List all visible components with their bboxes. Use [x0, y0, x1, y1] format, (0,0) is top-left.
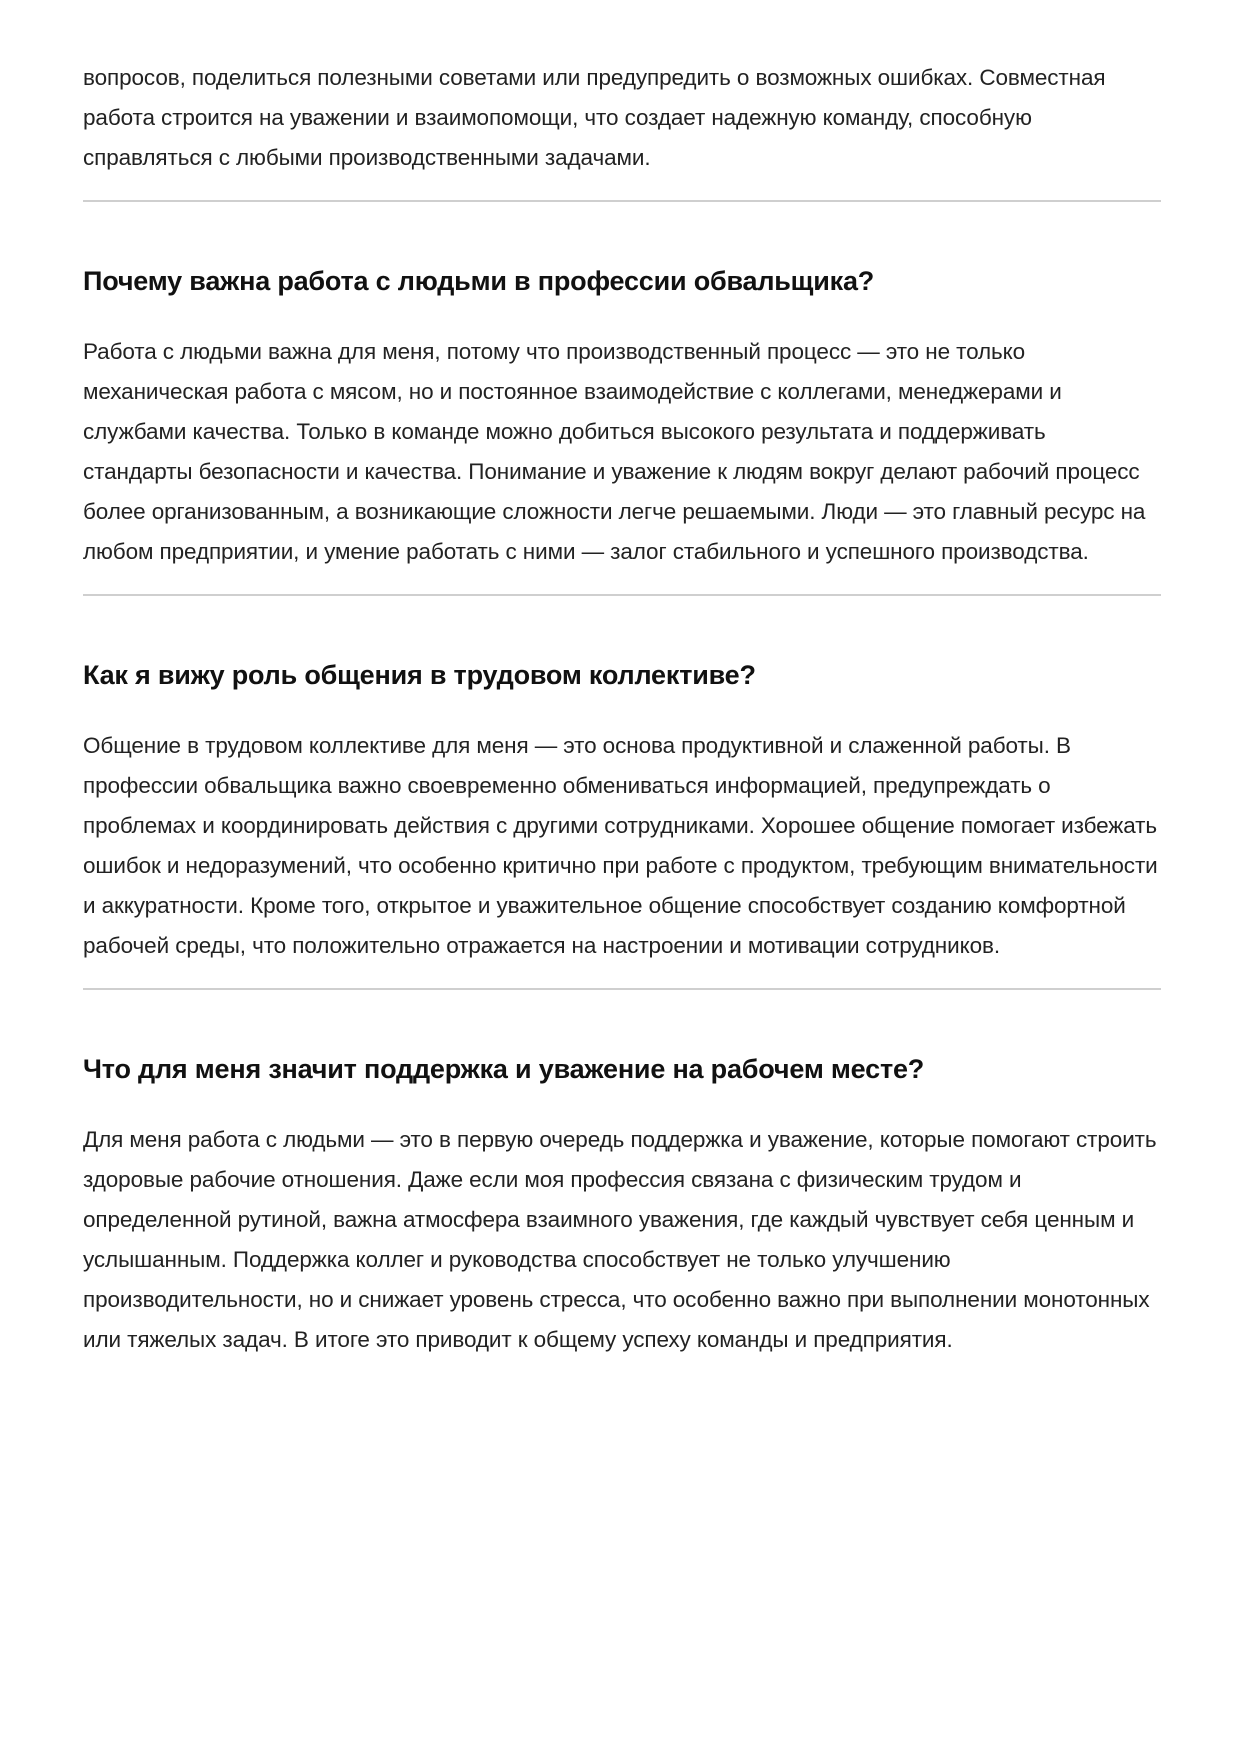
section-body — [83, 726, 1161, 988]
section-body — [83, 332, 1161, 594]
section-work-with-people — [83, 202, 1161, 594]
section-paragraph: Общение в трудовом коллективе для меня — это основа продуктивной и слаженной работы. В профессии обвальщика важно своевременно обмениваться информацией, предупреждать о проблемах и координировать действия с другими сотрудниками. Хорошее общение помогает избежать ошибок и недоразумений, что особенно критично при работе с продуктом, требующим внимательности и аккуратности. Кроме того, открытое и уважительное общение способствует созданию комфортной рабочей среды, что положительно отражается на настроении и мотивации сотрудников. — [83, 733, 1158, 958]
section-paragraph: Для меня работа с людьми — это в первую очередь поддержка и уважение, которые помогают строить здоровые рабочие отношения. Даже если моя профессия связана с физическим трудом и определенной рутиной, важна атмосфера взаимного уважения, где каждый чувствует себя ценным и услышанным. Поддержка коллег и руководства способствует не только улучшению производительности, но и снижает уровень стресса, что особенно важно при выполнении монотонных или тяжелых задач. В итоге это приводит к общему успеху команды и предприятия. — [83, 1127, 1157, 1352]
section-support-respect — [83, 990, 1161, 1382]
intro-block — [83, 58, 1161, 200]
section-communication — [83, 596, 1161, 988]
section-paragraph: Работа с людьми важна для меня, потому что производственный процесс — это не только механическая работа с мясом, но и постоянное взаимодействие с коллегами, менеджерами и службами качества. Только в команде можно добиться высокого результата и поддерживать стандарты безопасности и качества. Понимание и уважение к людям вокруг делают рабочий процесс более организованным, а возникающие сложности легче решаемыми. Люди — это главный ресурс на любом предприятии, и умение работать с ними — залог стабильного и успешного производства. — [83, 339, 1146, 564]
intro-paragraph: вопросов, поделиться полезными советами или предупредить о возможных ошибках. Совместная работа строится на уважении и взаимопомощи, что создает надежную команду, способную справляться с любыми производственными задачами. — [83, 65, 1106, 170]
section-heading: Как я вижу роль общения в трудовом коллективе? — [83, 660, 756, 690]
section-heading: Что для меня значит поддержка и уважение на рабочем месте? — [83, 1054, 925, 1084]
section-body — [83, 1120, 1161, 1382]
document-page — [83, 58, 1161, 1382]
section-heading: Почему важна работа с людьми в профессии обвальщика? — [83, 266, 875, 296]
